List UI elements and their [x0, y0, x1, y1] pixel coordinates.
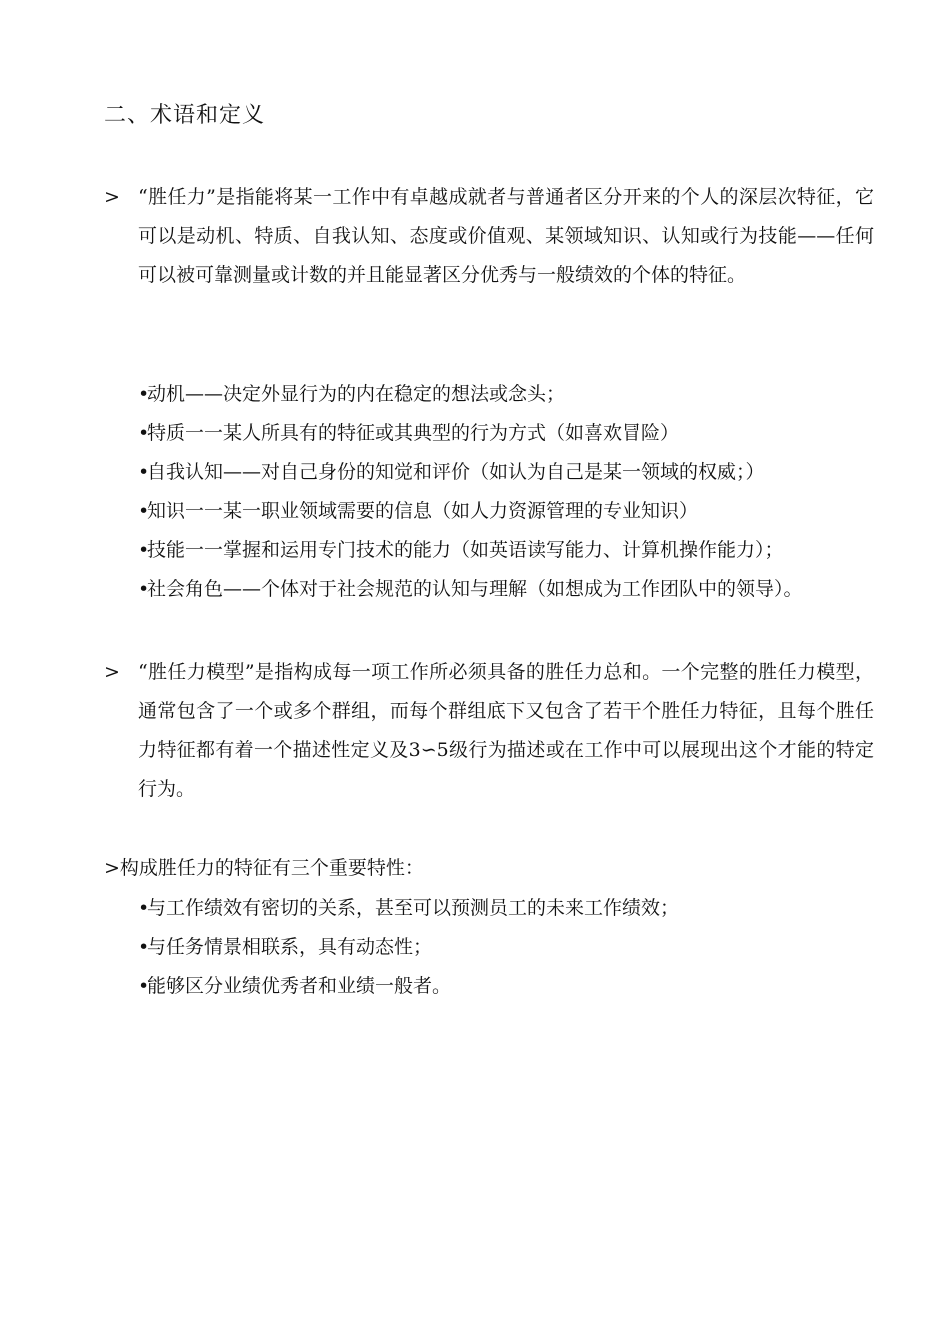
list-item [138, 928, 878, 967]
list-item-text: 特质一一某人所具有的特征或其典型的行为方式（如喜欢冒险） [147, 422, 680, 444]
list-item-text: 动机——决定外显行为的内在稳定的想法或念头； [147, 383, 566, 405]
bullet-icon: • [138, 936, 150, 958]
model-text: “胜任力模型”是指构成每一项工作所必须具备的胜任力总和。一个完整的胜任力模型，通常包含了一个或多个群组，而每个群组底下又包含了若干个胜任力特征，且每个胜任力特征都有着一个描述性定义及3∽5级行为描述或在工作中可以展现出这个才能的特定行为。 [138, 661, 874, 800]
characteristics-lead: >构成胜任力的特征有三个重要特性： [104, 857, 424, 879]
trait-list [138, 375, 878, 609]
bullet-icon: • [138, 500, 150, 522]
list-item [138, 889, 878, 928]
bullet-icon: • [138, 422, 150, 444]
list-item [138, 414, 878, 453]
list-item [138, 492, 878, 531]
list-item [138, 531, 878, 570]
list-item [138, 375, 878, 414]
list-item-text: 自我认知——对自己身份的知觉和评价（如认为自己是某一领域的权威；） [147, 461, 765, 483]
list-item-text: 与工作绩效有密切的关系，甚至可以预测员工的未来工作绩效； [147, 897, 680, 919]
bullet-icon: • [138, 975, 150, 997]
definition-paragraph [104, 178, 874, 295]
bullet-icon: • [138, 461, 150, 483]
bullet-icon: • [138, 897, 150, 919]
characteristics-list [138, 889, 878, 1006]
arrow-marker-icon: > [104, 661, 120, 683]
definition-text: “胜任力”是指能将某一工作中有卓越成就者与普通者区分开来的个人的深层次特征，它可以是动机、特质、自我认知、态度或价值观、某领域知识、认知或行为技能——任何可以被可靠测量或计数的并且能显著区分优秀与一般绩效的个体的特征。 [138, 186, 874, 286]
bullet-icon: • [138, 383, 150, 405]
arrow-marker-icon: > [104, 186, 120, 208]
list-item [138, 453, 878, 492]
list-item-text: 技能一一掌握和运用专门技术的能力（如英语读写能力、计算机操作能力）； [147, 539, 784, 561]
section-heading: 二、术语和定义 [104, 103, 266, 128]
list-item [138, 967, 878, 1006]
model-paragraph [104, 653, 874, 809]
list-item-text: 能够区分业绩优秀者和业绩一般者。 [147, 975, 452, 997]
bullet-icon: • [138, 578, 150, 600]
list-item-text: 与任务情景相联系，具有动态性； [147, 936, 433, 958]
list-item-text: 知识一一某一职业领域需要的信息（如人力资源管理的专业知识） [147, 500, 699, 522]
list-item-text: 社会角色——个体对于社会规范的认知与理解（如想成为工作团队中的领导）。 [147, 578, 803, 600]
bullet-icon: • [138, 539, 150, 561]
list-item [138, 570, 878, 609]
